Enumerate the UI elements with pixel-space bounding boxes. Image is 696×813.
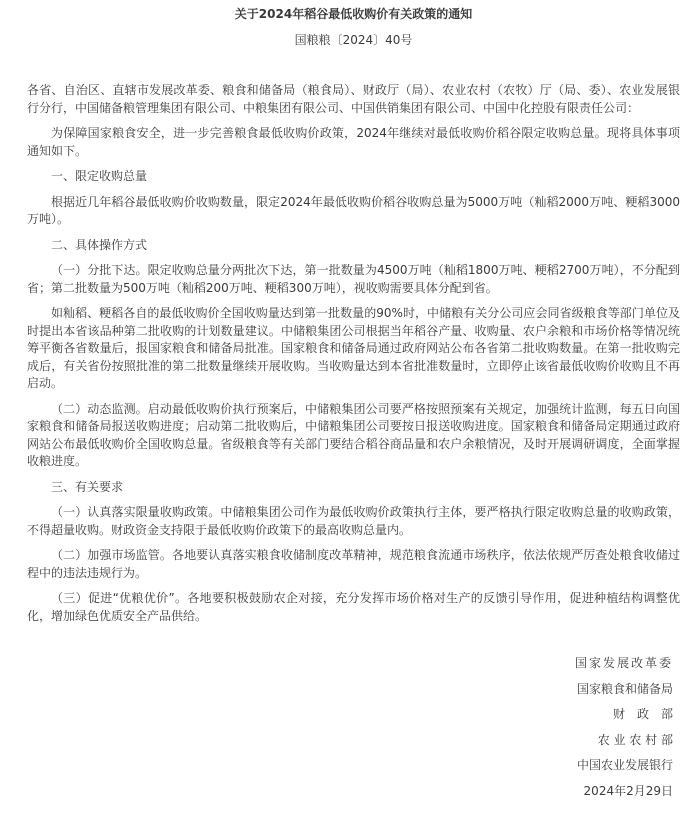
section-2-heading: 二、具体操作方式	[51, 237, 148, 252]
section-3-paragraph-3: （三）促进“优粮优价”。各地要积极鼓励农企对接，充分发挥市场价格对生产的反馈引导作用，促进种植结构调整优化，增加绿色优质安全产品供给。	[27, 591, 680, 623]
signature-line-ndrc: 国家发展改革委	[574, 656, 673, 670]
section-3-heading: 三、有关要求	[51, 479, 124, 494]
document-number: 国粮粮〔2024〕40号	[294, 32, 413, 47]
signature-line-ministry-of-agriculture: 农 业 农 村 部	[597, 732, 673, 747]
document-date: 2024年2月29日	[583, 783, 673, 798]
document-title: 关于2024年稻谷最低收购价有关政策的通知	[234, 7, 473, 21]
section-1-paragraph-1: 根据近几年稻谷最低收购价收购数量，限定2024年最低收购价稻谷收购总量为5000万吨（籼稻2000万吨、粳稻3000万吨）。	[27, 194, 680, 226]
intro-paragraph: 为保障国家粮食安全，进一步完善粮食最低收购价政策，2024年继续对最低收购价稻谷限定收购总量。现将具体事项通知如下。	[27, 126, 680, 158]
section-3-paragraph-1: （一）认真落实限量收购政策。中储粮集团公司作为最低收购价政策执行主体，要严格执行限定收购总量的收购政策，不得超量收购。财政资金支持限于最低收购价政策下的最高收购总量内。	[27, 505, 680, 537]
section-2-paragraph-1: （一）分批下达。限定收购总量分两批次下达，第一批数量为4500万吨（籼稻1800万吨、粳稻2700万吨），不分配到省；第二批数量为500万吨（籼稻200万吨、粳稻300万吨），视收购需要具体分配到省。	[27, 263, 680, 295]
signature-block	[27, 655, 680, 800]
addressees-paragraph: 各省、自治区、直辖市发展改革委、粮食和储备局（粮食局）、财政厅（局）、农业农村（农牧）厅（局、委）、农业发展银行分行，中国储备粮管理集团有限公司、中粮集团有限公司、中国供销集团有限公司、中国中化控股有限责任公司：	[27, 83, 680, 115]
section-3-paragraph-2: （二）加强市场监管。各地要认真落实粮食收储制度改革精神，规范粮食流通市场秩序，依法依规严厉查处粮食收储过程中的违法违规行为。	[27, 548, 680, 580]
section-2-paragraph-3: （二）动态监测。启动最低收购价执行预案后，中储粮集团公司要严格按照预案有关规定，加强统计监测，每五日向国家粮食和储备局报送收购进度；启动第二批收购后，中储粮集团公司要按日报送收购进度。国家粮食和储备局定期通过政府网站公布最低收购价全国收购总量。省级粮食等有关部门要结合稻谷商品量和农户余粮情况，及时开展调研调度，全面掌握收粮进度。	[27, 401, 680, 468]
signature-line-ministry-of-finance: 财 政 部	[612, 707, 673, 721]
section-2-paragraph-2: 如籼稻、粳稻各自的最低收购价全国收购量达到第一批数量的90%时，中储粮有关分公司应会同省级粮食等部门单位及时提出本省该品种第二批收购的计划数量建议。中储粮集团公司根据当年稻谷产量、收购量、农户余粮和市场价格等情况统筹平衡各省数量后，报国家粮食和储备局批准。国家粮食和储备局通过政府网站公布各省第二批收购数量。在第一批收购完成后，有关省份按照批准的第二批数量继续开展收购。当收购量达到本省批准数量时，立即停止该省最低收购价收购且不再启动。	[27, 306, 680, 390]
signature-line-grain-reserve-admin: 国家粮食和储备局	[576, 681, 673, 696]
section-1-heading: 一、限定收购总量	[51, 169, 148, 183]
signature-line-agricultural-development-bank: 中国农业发展银行	[576, 758, 673, 772]
